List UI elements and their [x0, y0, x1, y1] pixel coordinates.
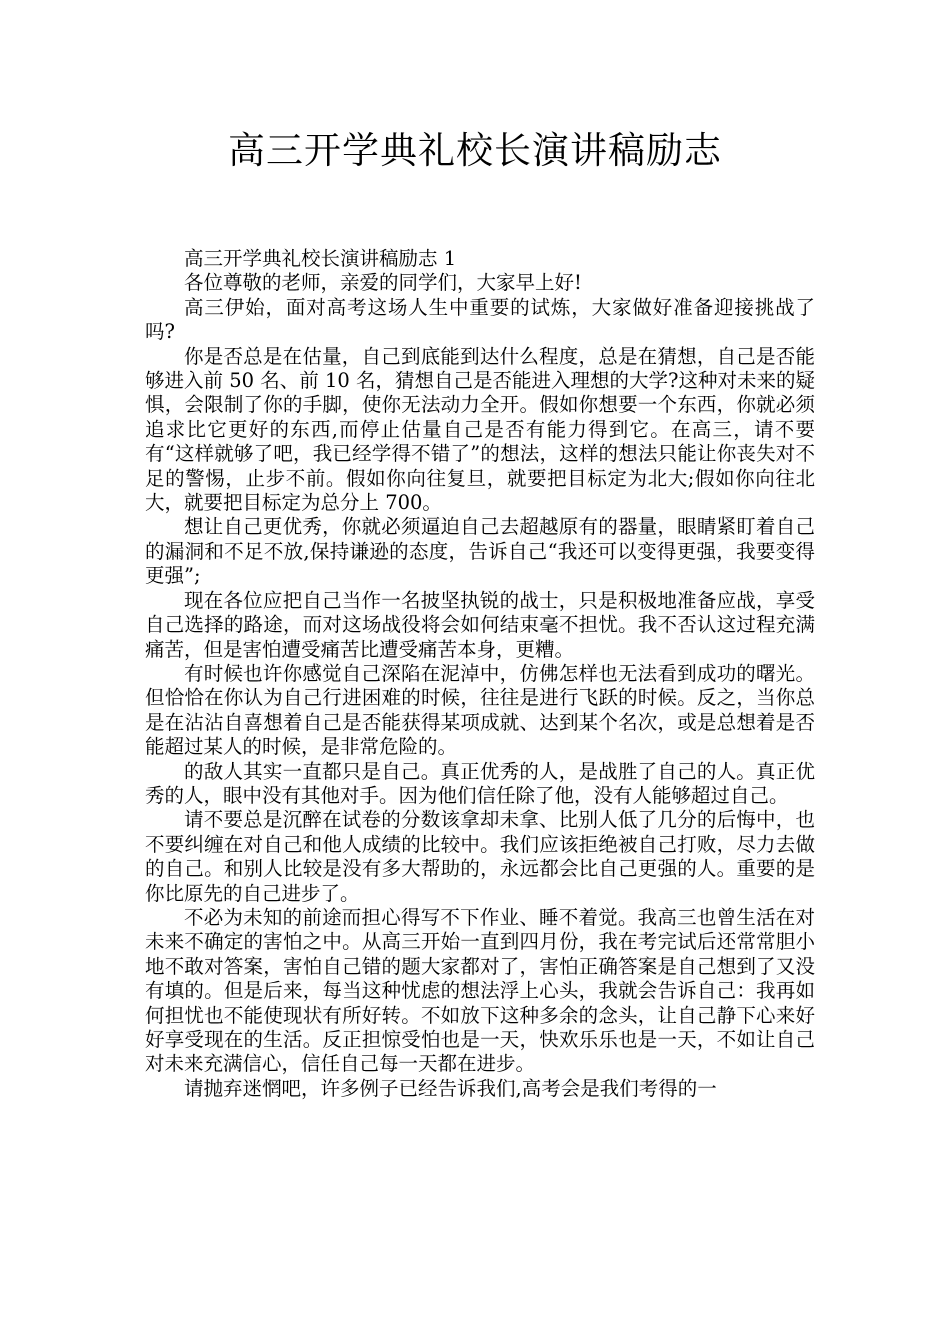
- paragraph: 你是否总是在估量，自己到底能到达什么程度，总是在猜想，自己是否能够进入前 50 名、前 10 名，猜想自己是否能进入理想的大学?这种对未来的疑惧，会限制了你的手脚，使你无法动力全开。假如你想要一个东西，你就必须追求比它更好的东西,而停止估量自己是否有能力得到它。在高三，请不要有“这样就够了吧，我已经学得不错了”的想法，这样的想法只能让你丧失对不足的警惕，止步不前。假如你向往复旦，就要把目标定为北大;假如你向往北大，就要把目标定为总分上 700。: [145, 344, 815, 515]
- paragraph: 请抛弃迷惘吧，许多例子已经告诉我们,高考会是我们考得的一: [184, 1076, 717, 1100]
- section-heading: 高三开学典礼校长演讲稿励志 1: [184, 247, 457, 270]
- paragraph: 现在各位应把自己当作一名披坚执锐的战士，只是积极地准备应战，享受自己选择的路途，而对这场战役将会如何结束毫不担忧。我不否认这过程充满痛苦，但是害怕遭受痛苦比遭受痛苦本身，更糟。: [145, 588, 815, 661]
- paragraph: 请不要总是沉醉在试卷的分数该拿却未拿、比别人低了几分的后悔中，也不要纠缠在对自己和他人成绩的比较中。我们应该拒绝被自己打败，尽力去做的自己。和别人比较是没有多大帮助的，永远都会比自己更强的人。重要的是你比原先的自己进步了。: [145, 808, 815, 905]
- paragraph: 高三伊始，面对高考这场人生中重要的试炼，大家做好准备迎接挑战了吗?: [145, 295, 815, 344]
- paragraph: 的敌人其实一直都只是自己。真正优秀的人，是战胜了自己的人。真正优秀的人，眼中没有其他对手。因为他们信任除了他，没有人能够超过自己。: [145, 759, 815, 807]
- paragraph: 想让自己更优秀，你就必须逼迫自己去超越原有的器量，眼睛紧盯着自己的漏洞和不足不放,保持谦逊的态度，告诉自己“我还可以变得更强，我要变得更强”;: [145, 515, 815, 588]
- paragraph: 不必为未知的前途而担心得写不下作业、睡不着觉。我高三也曾生活在对未来不确定的害怕之中。从高三开始一直到四月份，我在考完试后还常常胆小地不敢对答案，害怕自己错的题大家都对了，害怕正确答案是自己想到了又没有填的。但是后来，每当这种忧虑的想法浮上心头，我就会告诉自己：我再如何担忧也不能使现状有所好转。不如放下这种多余的念头，让自己静下心来好好享受现在的生活。反正担惊受怕也是一天，快欢乐乐也是一天，不如让自己对未来充满信心，信任自己每一天都在进步。: [145, 905, 815, 1076]
- document-body: [145, 247, 815, 1101]
- document-title: 高三开学典礼校长演讲稿励志: [228, 129, 722, 172]
- paragraph: 各位尊敬的老师，亲爱的同学们，大家早上好!: [184, 271, 582, 295]
- paragraph: 有时候也许你感觉自己深陷在泥淖中，仿佛怎样也无法看到成功的曙光。但恰恰在你认为自己行进困难的时候，往往是进行飞跃的时候。反之，当你总是在沾沾自喜想着自己是否能获得某项成就、达到某个名次，或是总想着是否能超过某人的时候，是非常危险的。: [145, 661, 815, 759]
